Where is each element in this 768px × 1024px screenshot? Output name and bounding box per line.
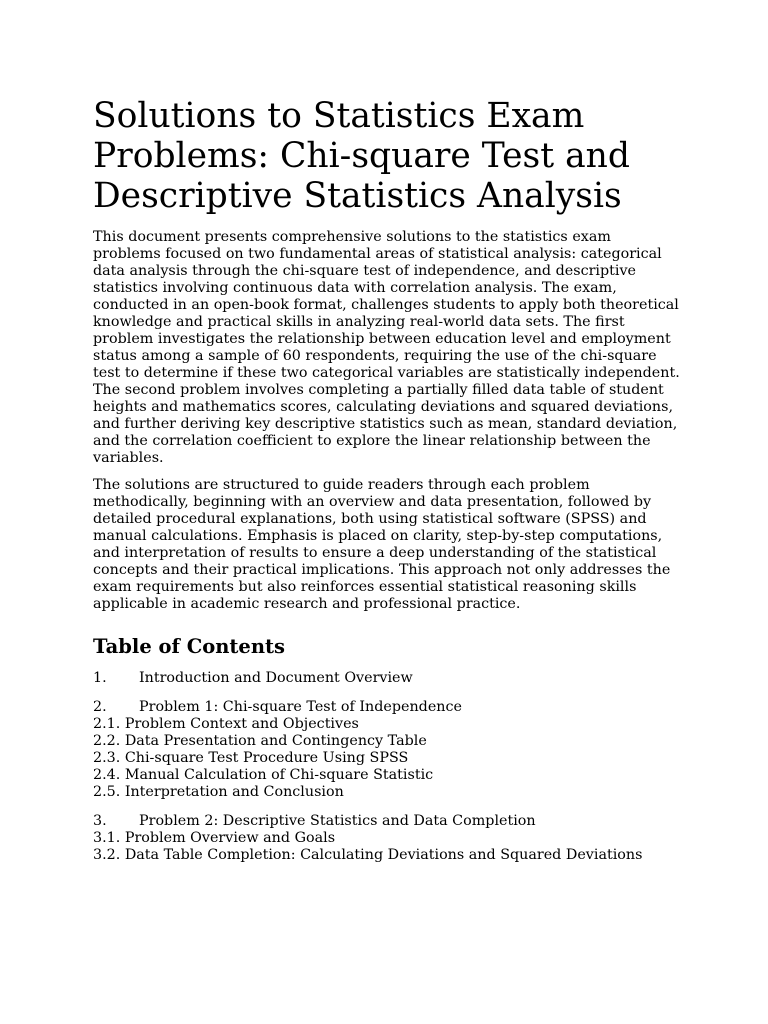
toc-section-2 [93,699,683,801]
toc-entry [93,670,683,687]
toc-entry-title: Problem 1: Chi-square Test of Independence [139,699,462,715]
toc-subentry: 3.1. Problem Overview and Goals [93,830,336,846]
structure-paragraph: The solutions are structured to guide readers through each problem methodically, beginning with an overview and data presentation, followed by detailed procedural explanations, both using statistical software (SPSS) and manual calculations. Emphasis is placed on clarity, step-by-step computations, and interpretation of results to ensure a deep understanding of the statistical concepts and their practical implications. This approach not only addresses the exam requirements but also reinforces essential statistical reasoning skills applicable in academic research and professional practice. [93,477,671,612]
toc-subentry: 2.1. Problem Context and Objectives [93,716,359,732]
toc-entry [93,699,683,716]
toc-heading: Table of Contents [93,635,285,658]
toc-entry-title: Introduction and Document Overview [139,670,413,686]
toc-subentry: 2.3. Chi-square Test Procedure Using SPSS [93,750,409,766]
toc-subentry: 2.2. Data Presentation and Contingency Table [93,733,427,749]
document-page [93,96,683,876]
toc-section-1 [93,670,683,687]
toc-subentry: 2.4. Manual Calculation of Chi-square Statistic [93,767,434,783]
toc-subentry: 2.5. Interpretation and Conclusion [93,784,344,800]
intro-paragraph: This document presents comprehensive solutions to the statistics exam problems focused on two fundamental areas of statistical analysis: categorical data analysis through the chi-square test of independence, and descriptive statistics involving continuous data with correlation analysis. The exam, conducted in an open-book format, challenges students to apply both theoretical knowledge and practical skills in analyzing real-world data sets. The first problem investigates the relationship between education level and employment status among a sample of 60 respondents, requiring the use of the chi-square test to determine if these two categorical variables are statistically independent. The second problem involves completing a partially filled data table of student heights and mathematics scores, calculating deviations and squared deviations, and further deriving key descriptive statistics such as mean, standard deviation, and the correlation coefficient to explore the linear relationship between the variables. [93,229,680,466]
toc-entry [93,813,683,830]
toc-subentry: 3.2. Data Table Completion: Calculating Deviations and Squared Deviations [93,847,643,863]
toc-section-3 [93,813,683,864]
toc-entry-number: 1. [93,670,107,686]
toc-entry-title: Problem 2: Descriptive Statistics and Data Completion [139,813,536,829]
table-of-contents [93,670,683,864]
document-title: Solutions to Statistics Exam Problems: Chi-square Test and Descriptive Statistics Analysis [93,96,630,216]
toc-entry-number: 2. [93,699,107,715]
toc-entry-number: 3. [93,813,107,829]
